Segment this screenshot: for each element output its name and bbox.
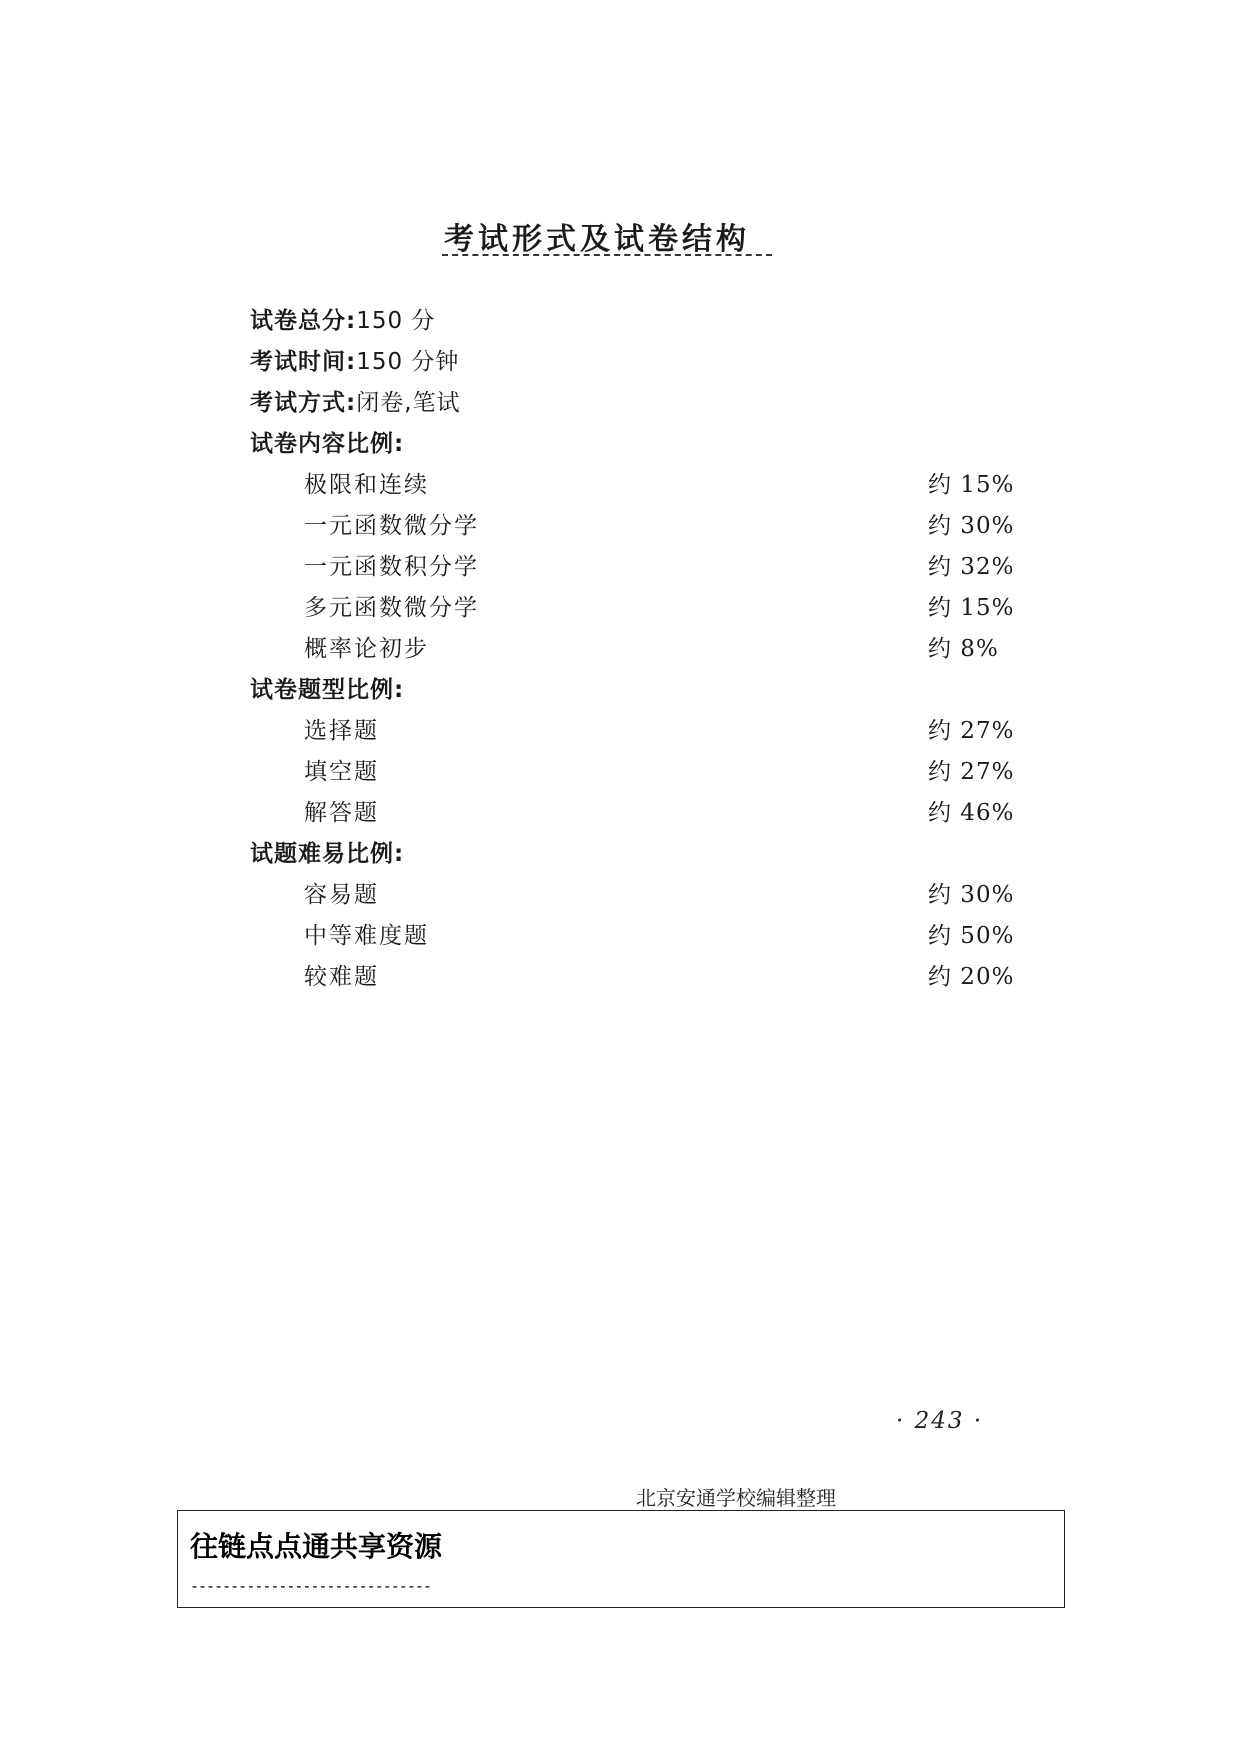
- difficulty-item-percent: 约 30%: [928, 882, 1015, 908]
- content-item-label: 极限和连续: [304, 472, 429, 498]
- difficulty-section-heading: 试题难易比例:: [250, 841, 405, 867]
- exam-mode-line: [250, 384, 461, 417]
- content-section-heading: 试卷内容比例:: [250, 431, 405, 457]
- difficulty-item-percent: 约 20%: [928, 964, 1015, 990]
- exam-mode-value: 闭卷,笔试: [356, 390, 461, 416]
- content-item-label: 一元函数微分学: [304, 513, 479, 539]
- difficulty-item-label: 较难题: [304, 964, 379, 990]
- content-item-percent: 约 30%: [928, 513, 1015, 539]
- footer-box: [177, 1510, 1065, 1608]
- content-item-label: 多元函数微分学: [304, 595, 479, 621]
- total-score-value: 150 分: [356, 308, 436, 334]
- difficulty-item-percent: 约 50%: [928, 923, 1015, 949]
- exam-time-value: 150 分钟: [356, 349, 460, 375]
- footer-title: 往链点点通共享资源: [190, 1530, 443, 1563]
- exam-mode-label: 考试方式:: [250, 390, 357, 416]
- content-item-percent: 约 8%: [928, 636, 999, 662]
- exam-time-line: [250, 343, 459, 376]
- type-section-heading: 试卷题型比例:: [250, 677, 405, 703]
- exam-time-label: 考试时间:: [250, 349, 357, 375]
- editor-note: 北京安通学校编辑整理: [636, 1486, 836, 1510]
- page-number: · 243 ·: [896, 1408, 984, 1434]
- content-item-percent: 约 15%: [928, 472, 1015, 498]
- title-underline: [442, 254, 772, 256]
- footer-dashes: ------------------------------: [190, 1577, 431, 1595]
- difficulty-item-label: 容易题: [304, 882, 379, 908]
- type-item-percent: 约 46%: [928, 800, 1015, 826]
- document-title: 考试形式及试卷结构: [444, 222, 750, 257]
- content-item-label: 一元函数积分学: [304, 554, 479, 580]
- type-item-label: 解答题: [304, 800, 379, 826]
- content-item-label: 概率论初步: [304, 636, 429, 662]
- type-item-label: 选择题: [304, 718, 379, 744]
- total-score-label: 试卷总分:: [250, 308, 357, 334]
- total-score-line: [250, 302, 435, 335]
- type-item-label: 填空题: [304, 759, 379, 785]
- content-item-percent: 约 32%: [928, 554, 1015, 580]
- content-item-percent: 约 15%: [928, 595, 1015, 621]
- difficulty-item-label: 中等难度题: [304, 923, 429, 949]
- type-item-percent: 约 27%: [928, 718, 1015, 744]
- type-item-percent: 约 27%: [928, 759, 1015, 785]
